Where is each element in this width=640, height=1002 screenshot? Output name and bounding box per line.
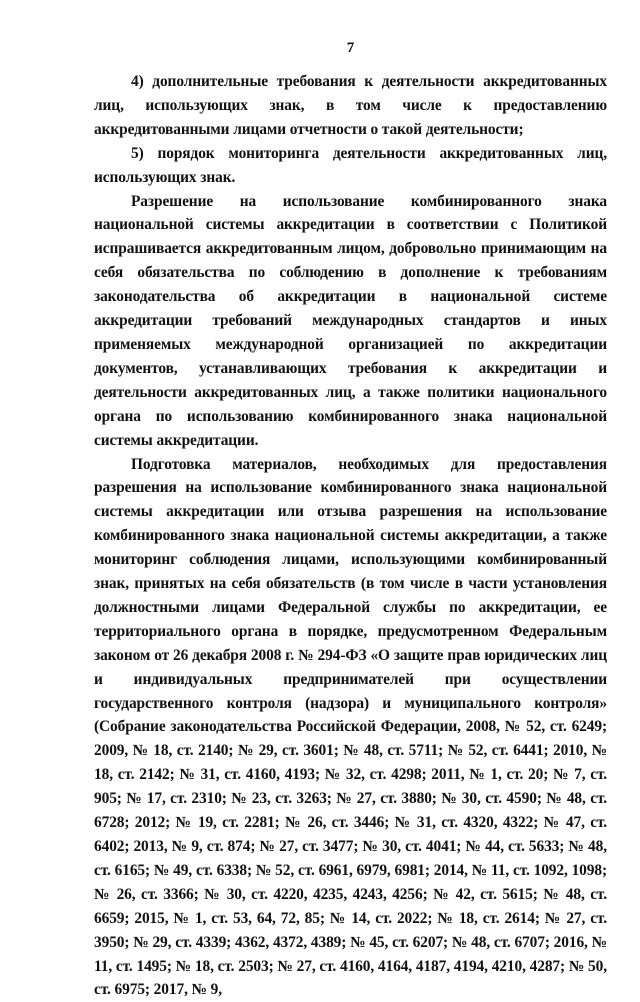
paragraph-permission: Разрешение на использование комбинированного знака национальной системы аккредитации в соответствии с Политикой испрашивается аккредитованным лицом, добровольно принимающим на себя обязательства по соблюдению в дополнение к требованиям законодательства об аккредитации в национальной системе аккредитации требований международных стандартов и иных применяемых международной организацией по аккредитации документов, устанавливающих требования к аккредитации и деятельности аккредитованных лиц, а также политики национального органа по использованию комбинированного знака национальной системы аккредитации. bbox=[94, 190, 607, 453]
paragraph-item-4: 4) дополнительные требования к деятельности аккредитованных лиц, использующих знак, в том числе к предоставлению аккредитованными лицами отчетности о такой деятельности; bbox=[94, 70, 607, 142]
paragraph-item-5: 5) порядок мониторинга деятельности аккредитованных лиц, использующих знак. bbox=[94, 142, 607, 190]
page-number: 7 bbox=[94, 40, 607, 56]
paragraph-preparation: Подготовка материалов, необходимых для предоставления разрешения на использование комбинированного знака национальной системы аккредитации или отзыва разрешения на использование комбинированного знака национальной системы аккредитации, а также мониторинг соблюдения лицами, использующими комбинированный знак, принятых на себя обязательств (в том числе в части установления должностными лицами Федеральной службы по аккредитации, ее территориального органа в порядке, предусмотренном Федеральным законом от 26 декабря 2008 г. № 294-ФЗ «О защите прав юридических лиц и индивидуальных предпринимателей при осуществлении государственного контроля (надзора) и муниципального контроля» (Собрание законодательства Российской Федерации, 2008, № 52, ст. 6249; 2009, № 18, ст. 2140; № 29, ст. 3601; № 48, ст. 5711; № 52, ст. 6441; 2010, № 18, ст. 2142; № 31, ст. 4160, 4193; № 32, ст. 4298; 2011, № 1, ст. 20; № 7, ст. 905; № 17, ст. 2310; № 23, ст. 3263; № 27, ст. 3880; № 30, ст. 4590; № 48, ст. 6728; 2012; № 19, ст. 2281; № 26, ст. 3446; № 31, ст. 4320, 4322; № 47, ст. 6402; 2013, № 9, ст. 874; № 27, ст. 3477; № 30, ст. 4041; № 44, ст. 5633; № 48, ст. 6165; № 49, ст. 6338; № 52, ст. 6961, 6979, 6981; 2014, № 11, ст. 1092, 1098; № 26, ст. 3366; № 30, ст. 4220, 4235, 4243, 4256; № 42, ст. 5615; № 48, ст. 6659; 2015, № 1, ст. 53, 64, 72, 85; № 14, ст. 2022; № 18, ст. 2614; № 27, ст. 3950; № 29, ст. 4339; 4362, 4372, 4389; № 45, ст. 6207; № 48, ст. 6707; 2016, № 11, ст. 1495; № 18, ст. 2503; № 27, ст. 4160, 4164, 4187, 4194, 4210, 4287; № 50, ст. 6975; 2017, № 9, bbox=[94, 453, 607, 1002]
